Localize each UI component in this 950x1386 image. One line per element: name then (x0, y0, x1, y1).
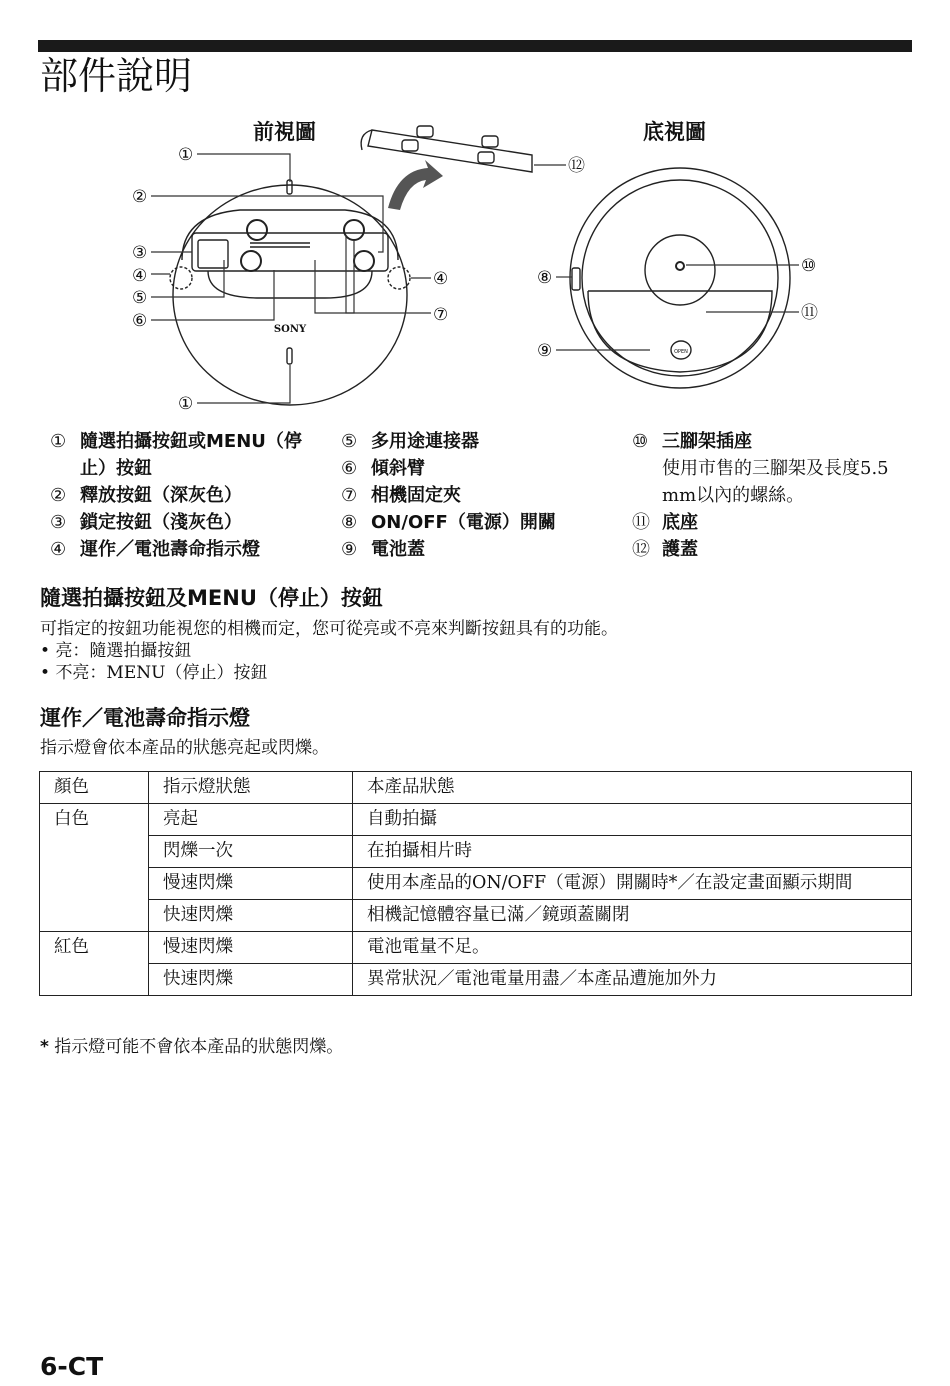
footnote-mark: * (40, 1037, 49, 1057)
lock-button-right (354, 251, 374, 271)
table-row (40, 900, 912, 932)
color-cell-empty (40, 900, 149, 932)
tripod-socket (676, 262, 684, 270)
table-header-row (40, 772, 912, 804)
status-cell: 異常狀況／電池電量用盡／本產品遭施加外力 (353, 964, 912, 996)
state-cell: 閃爍一次 (149, 836, 353, 868)
table-row (40, 964, 912, 996)
legend-item: ⑥ 傾斜臂 (341, 458, 425, 479)
callout-6: ⑥ (132, 311, 148, 331)
status-cell: 使用本產品的ON/OFF（電源）開關時*／在設定畫面顯示期間 (353, 868, 912, 900)
table-header: 本產品狀態 (353, 772, 912, 804)
legend-item: ⑪ 底座 (632, 512, 698, 533)
color-cell-empty (40, 836, 149, 868)
header-rule (38, 40, 912, 52)
table-row (40, 804, 912, 836)
callout-2: ② (132, 187, 148, 207)
footnote (40, 1032, 343, 1057)
table-row (40, 932, 912, 964)
state-cell: 慢速閃爍 (149, 868, 353, 900)
legend-item: ⑧ ON/OFF（電源）開關 (341, 512, 556, 533)
status-cell: 相機記憶體容量已滿／鏡頭蓋關閉 (353, 900, 912, 932)
callout-5: ⑤ (132, 288, 148, 308)
callout-4-right: ④ (433, 269, 449, 289)
legend-item: ⑤ 多用途連接器 (341, 431, 479, 452)
callout-10: ⑩ (801, 256, 817, 276)
status-cell: 在拍攝相片時 (353, 836, 912, 868)
parts-legend-col1 (42, 428, 322, 563)
section2-text: 指示燈會依本產品的狀態亮起或閃爍。 (40, 738, 329, 758)
page-title: 部件說明 (40, 54, 193, 98)
callout-9: ⑨ (537, 341, 553, 361)
legend-item: ② 釋放按鈕（深灰色） (50, 485, 242, 506)
table-row (40, 836, 912, 868)
release-button-right (344, 220, 364, 240)
front-view-label: 前視圖 (253, 120, 316, 144)
parts-diagram (110, 110, 850, 420)
callout-12: ⑫ (568, 156, 585, 176)
callout-1-bottom: ① (178, 394, 194, 414)
indicator-left (170, 267, 192, 289)
section1-bullet-1: • 亮：隨選拍攝按鈕 (40, 641, 192, 661)
callout-4-left: ④ (132, 266, 148, 286)
sony-logo: SONY (273, 324, 307, 335)
table-row (40, 868, 912, 900)
section1-text: 可指定的按鈕功能視您的相機而定，您可從亮或不亮來判斷按鈕具有的功能。 (40, 619, 618, 639)
front-top-rim (182, 210, 398, 260)
shoot-button-bottom (287, 348, 292, 364)
diagram-svg (110, 110, 850, 420)
parts-legend-col2 (333, 428, 613, 563)
release-button (247, 220, 267, 240)
page-number: 6-CT (40, 1352, 104, 1381)
legend-item: ⑫ 護蓋 (632, 539, 698, 560)
bottom-base (570, 168, 790, 388)
section1-bullet-2: • 不亮：MENU（停止）按鈕 (40, 663, 268, 683)
legend-item: ③ 鎖定按鈕（淺灰色） (50, 512, 242, 533)
shoot-button-top (287, 180, 292, 194)
cover (368, 130, 532, 172)
legend-item: ⑩ 三腳架插座 (632, 431, 752, 452)
color-cell-empty (40, 964, 149, 996)
callout-11: ⑪ (801, 303, 818, 323)
section2-heading: 運作／電池壽命指示燈 (40, 706, 250, 730)
legend-item: ④ 運作／電池壽命指示燈 (50, 539, 260, 560)
color-cell: 白色 (40, 804, 149, 836)
section1-heading: 隨選拍攝按鈕及MENU（停止）按鈕 (40, 586, 383, 610)
color-cell: 紅色 (40, 932, 149, 964)
table-header: 顏色 (40, 772, 149, 804)
legend-item-desc: 使用市售的三腳架及長度5.5 mm以內的螺絲。 (662, 458, 889, 506)
callout-1-top: ① (178, 145, 194, 165)
legend-item: ⑦ 相機固定夾 (341, 485, 461, 506)
callout-7: ⑦ (433, 305, 449, 325)
state-cell: 快速閃爍 (149, 900, 353, 932)
bottom-view-label: 底視圖 (643, 120, 706, 144)
parts-legend-col3 (624, 428, 894, 563)
open-mark: OPEN (674, 349, 688, 355)
table-header: 指示燈狀態 (149, 772, 353, 804)
indicator-table (39, 771, 912, 996)
lock-button (241, 251, 261, 271)
attach-arrow (388, 160, 443, 210)
state-cell: 亮起 (149, 804, 353, 836)
tilt-arm (208, 271, 372, 298)
status-cell: 自動拍攝 (353, 804, 912, 836)
legend-item: ⑨ 電池蓋 (341, 539, 425, 560)
footnote-text: 指示燈可能不會依本產品的狀態閃爍。 (54, 1037, 344, 1057)
legend-item: ① 隨選拍攝按鈕或MENU（停止）按鈕 (50, 431, 302, 479)
state-cell: 快速閃爍 (149, 964, 353, 996)
color-cell-empty (40, 868, 149, 900)
callout-3: ③ (132, 243, 148, 263)
callout-8: ⑧ (537, 268, 553, 288)
power-switch (572, 268, 580, 290)
status-cell: 電池電量不足。 (353, 932, 912, 964)
battery-cover (588, 291, 772, 372)
state-cell: 慢速閃爍 (149, 932, 353, 964)
